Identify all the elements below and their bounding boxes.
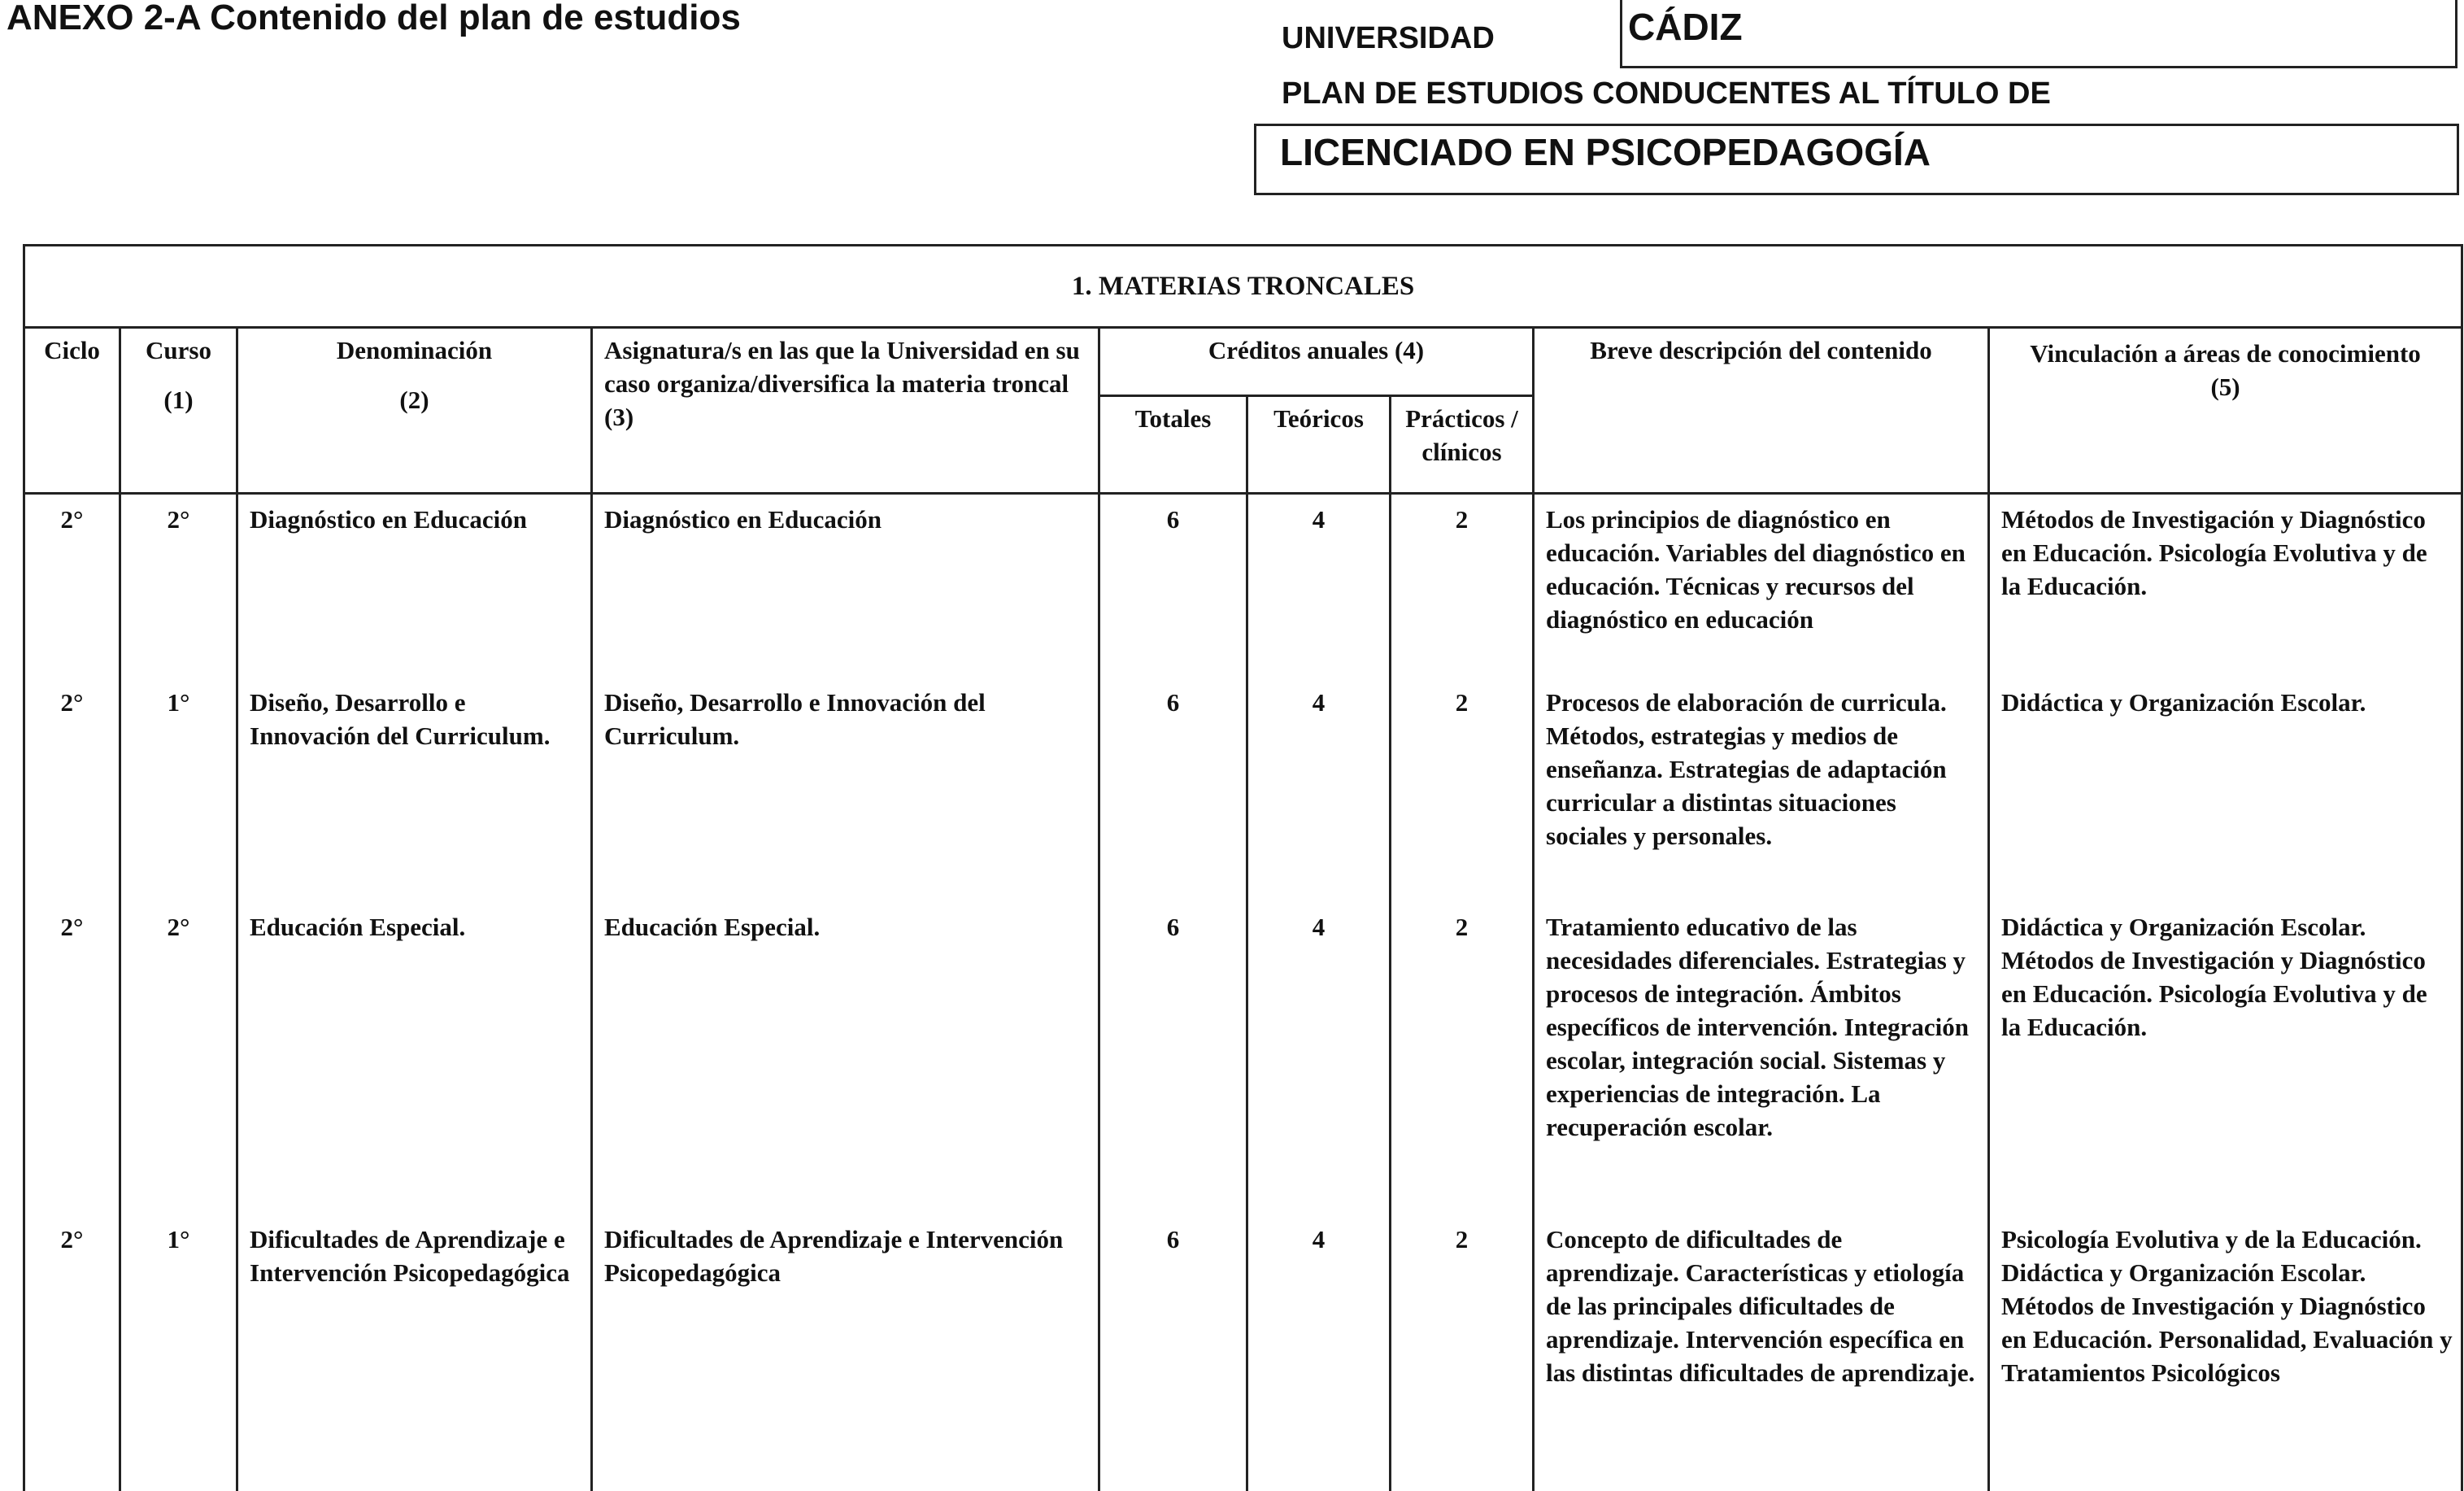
cell-descripcion: Tratamiento educativo de las necesidades diferenciales. Estrategias y procesos de integración. Ámbitos específicos de intervención. Integración escolar, integración social. Sistemas y experiencias de integración. La recuperación escolar. [1534,902,1989,1214]
cell-vinculacion: Didáctica y Organización Escolar. Métodos de Investigación y Diagnóstico en Educación. Psicología Evolutiva y de la Educación. [1989,902,2462,1214]
curso-header-note: (1) [163,386,194,414]
cell-ciclo: 2° [24,494,120,678]
cell-practicos: 2 [1391,494,1534,678]
col-header-totales: Totales [1099,396,1247,494]
cell-ciclo: 2° [24,678,120,902]
cell-asignatura: Diseño, Desarrollo e Innovación del Curriculum. [592,678,1099,902]
col-header-teoricos: Teóricos [1247,396,1391,494]
university-value: CÁDIZ [1628,6,1743,48]
section-title: 1. MATERIAS TRONCALES [24,246,2462,328]
cell-descripcion: Concepto de dificultades de aprendizaje. Características y etiología de las principales dificultades de aprendizaje. Intervención específica en las distintas dificultades de aprendizaje. [1534,1214,1989,1491]
ciclo-header-label: Ciclo [44,336,100,364]
cell-curso: 1° [120,1214,237,1491]
cell-denominacion: Diseño, Desarrollo e Innovación del Curriculum. [237,678,592,902]
cell-curso: 2° [120,494,237,678]
table-row [24,494,2462,678]
cell-teoricos: 4 [1247,678,1391,902]
cell-practicos: 2 [1391,1214,1534,1491]
cell-vinculacion: Psicología Evolutiva y de la Educación. Didáctica y Organización Escolar. Métodos de Investigación y Diagnóstico en Educación. Personalidad, Evaluación y Tratamientos Psicológicos [1989,1214,2462,1491]
cell-curso: 2° [120,902,237,1214]
col-header-curso [120,328,237,494]
col-header-vinculacion: Vinculación a áreas de conocimiento (5) [1989,328,2462,494]
troncales-table [23,244,2463,1491]
table-row [24,1214,2462,1491]
denominacion-header-label: Denominación [336,336,493,364]
cell-ciclo: 2° [24,902,120,1214]
col-header-practicos: Prácticos / clínicos [1391,396,1534,494]
table-row [24,902,2462,1214]
curso-header-label: Curso [146,336,211,364]
cell-denominacion: Educación Especial. [237,902,592,1214]
col-header-asignatura: Asignatura/s en las que la Universidad en su caso organiza/diversifica la materia troncal (3) [592,328,1099,494]
cell-vinculacion: Didáctica y Organización Escolar. [1989,678,2462,902]
university-box [1620,0,2457,68]
cell-totales: 6 [1099,678,1247,902]
col-header-denominacion [237,328,592,494]
cell-asignatura: Diagnóstico en Educación [592,494,1099,678]
cell-practicos: 2 [1391,678,1534,902]
table-row [24,678,2462,902]
cell-totales: 6 [1099,1214,1247,1491]
degree-title-value: LICENCIADO EN PSICOPEDAGOGÍA [1280,131,1931,173]
cell-vinculacion: Métodos de Investigación y Diagnóstico en Educación. Psicología Evolutiva y de la Educación. [1989,494,2462,678]
cell-ciclo: 2° [24,1214,120,1491]
cell-denominacion: Dificultades de Aprendizaje e Intervención Psicopedagógica [237,1214,592,1491]
col-header-ciclo [24,328,120,494]
document-annex-title: ANEXO 2-A Contenido del plan de estudios [7,0,741,37]
col-header-descripcion: Breve descripción del contenido [1534,328,1989,494]
cell-teoricos: 4 [1247,494,1391,678]
cell-curso: 1° [120,678,237,902]
cell-descripcion: Procesos de elaboración de curricula. Métodos, estrategias y medios de enseñanza. Estrategias de adaptación curricular a distintas situaciones sociales y personales. [1534,678,1989,902]
cell-practicos: 2 [1391,902,1534,1214]
plan-label: PLAN DE ESTUDIOS CONDUCENTES AL TÍTULO DE [1282,76,2051,111]
col-header-creditos: Créditos anuales (4) [1099,328,1534,396]
university-label: UNIVERSIDAD [1282,21,1495,55]
cell-totales: 6 [1099,902,1247,1214]
cell-asignatura: Educación Especial. [592,902,1099,1214]
cell-teoricos: 4 [1247,902,1391,1214]
cell-denominacion: Diagnóstico en Educación [237,494,592,678]
cell-asignatura: Dificultades de Aprendizaje e Intervención Psicopedagógica [592,1214,1099,1491]
denominacion-header-note: (2) [399,386,429,414]
cell-descripcion: Los principios de diagnóstico en educación. Variables del diagnóstico en educación. Técnicas y recursos del diagnóstico en educación [1534,494,1989,678]
cell-totales: 6 [1099,494,1247,678]
cell-teoricos: 4 [1247,1214,1391,1491]
